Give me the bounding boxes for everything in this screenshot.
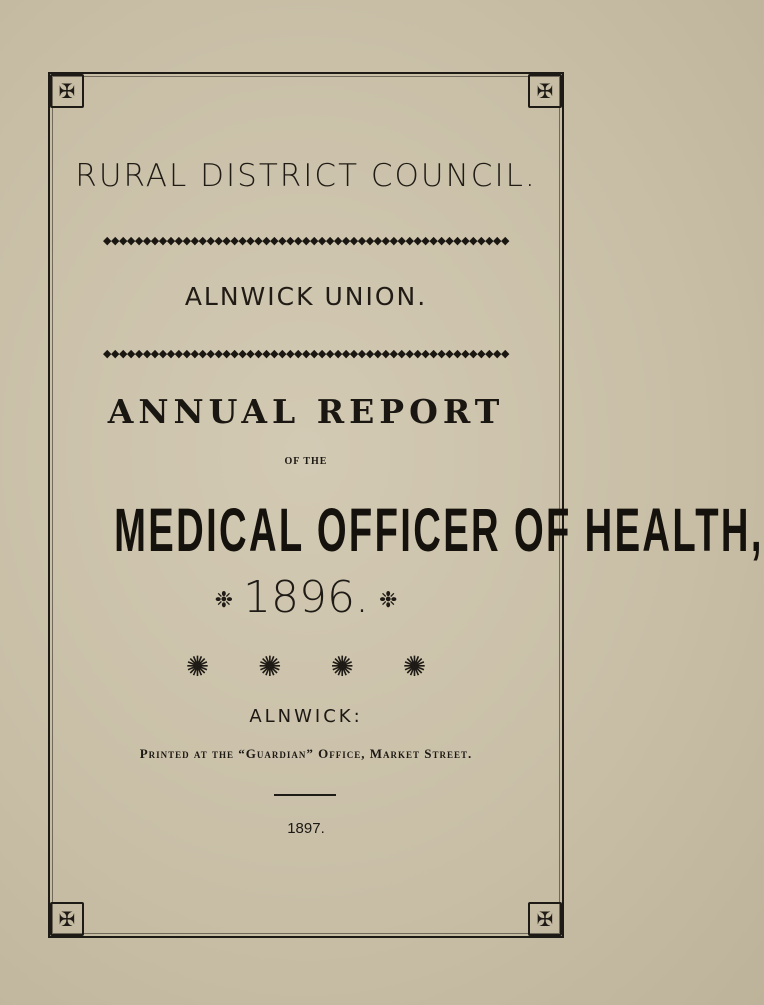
cross-ornament-icon: ✠ [536,79,554,103]
report-year [48,572,564,623]
fleuron-icon: ❉ [214,587,234,613]
short-rule [274,794,336,796]
diamond-divider: ◆◆◆◆◆◆◆◆◆◆◆◆◆◆◆◆◆◆◆◆◆◆◆◆◆◆◆◆◆◆◆◆◆◆◆◆◆◆◆◆◆◆◆◆◆◆◆◆◆◆◆ [103,234,509,247]
cross-ornament-icon: ✠ [58,79,76,103]
corner-ornament-bottom-left [50,902,84,936]
corner-ornament-top-left [50,74,84,108]
council-heading: RURAL DISTRICT COUNCIL. [75,158,537,194]
flower-ornament-row: ✺ ✺ ✺ ✺ [185,650,427,683]
of-the-label: OF THE [284,456,328,467]
corner-ornament-bottom-right [528,902,562,936]
report-heading: ANNUAL REPORT [107,392,505,431]
diamond-divider: ◆◆◆◆◆◆◆◆◆◆◆◆◆◆◆◆◆◆◆◆◆◆◆◆◆◆◆◆◆◆◆◆◆◆◆◆◆◆◆◆◆◆◆◆◆◆◆◆◆◆◆ [103,347,509,360]
cross-ornament-icon: ✠ [536,907,554,931]
year-text: 1896. [243,572,369,623]
printer-line: Printed at the “Guardian” Office, Market Street. [139,746,473,761]
publication-year: 1897. [287,820,325,837]
union-heading: ALNWICK UNION. [184,282,428,311]
officer-title: MEDICAL OFFICER OF HEALTH, [114,497,764,565]
corner-ornament-top-right [528,74,562,108]
place-of-printing: ALNWICK: [249,706,363,727]
fleuron-icon: ❉ [378,587,398,613]
cross-ornament-icon: ✠ [58,907,76,931]
